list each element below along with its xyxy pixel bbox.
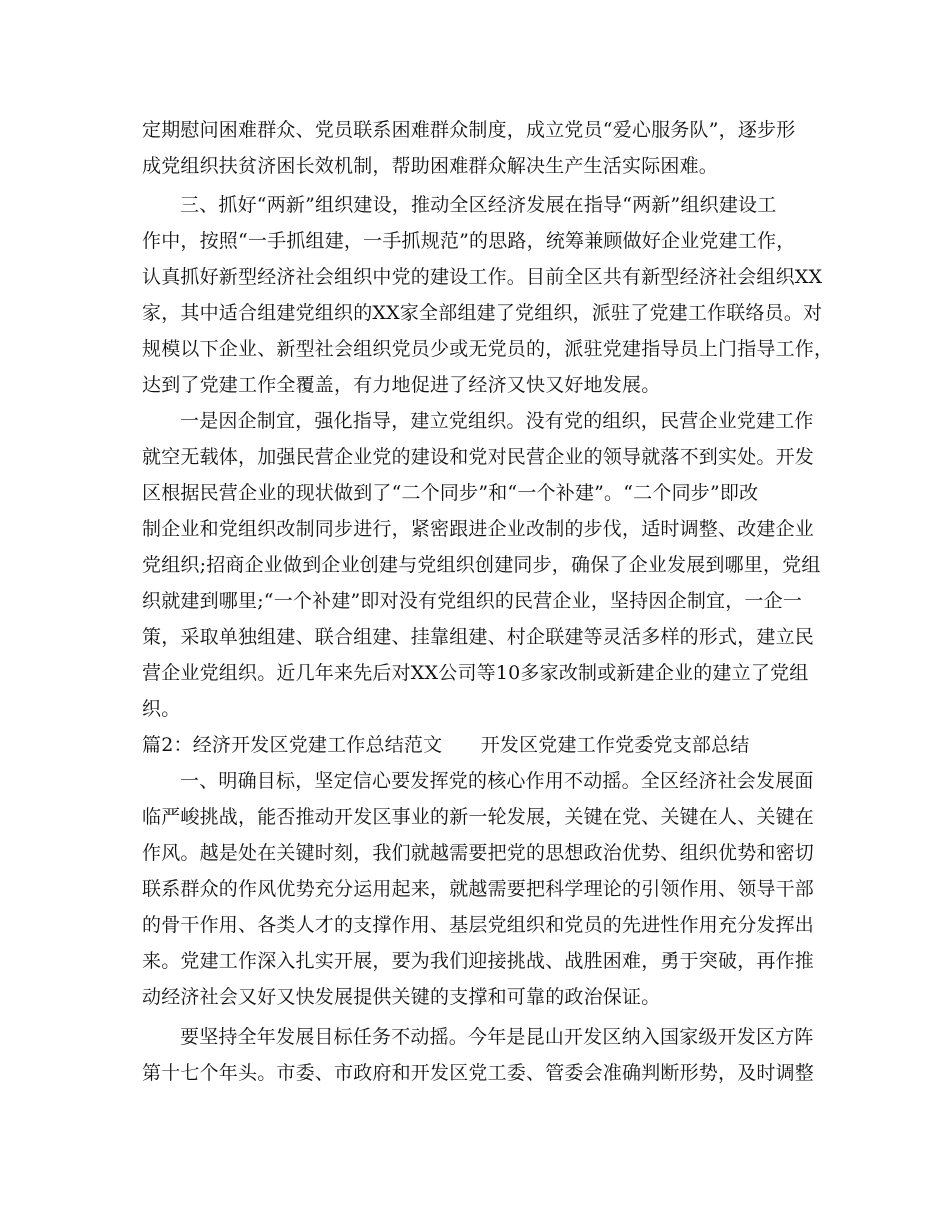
text-line: 织就建到哪里;“一个补建”即对没有党组织的民营企业，坚持因企制宜，一企一 bbox=[142, 590, 803, 612]
text-line: 织。 bbox=[142, 698, 181, 720]
text-line: 规模以下企业、新型社会组织党员少或无党员的，派驻党建指导员上门指导工作， bbox=[142, 338, 834, 360]
text-line: 达到了党建工作全覆盖，有力地促进了经济又快又好地发展。 bbox=[142, 374, 661, 396]
text-line: 制企业和党组织改制同步进行，紧密跟进企业改制的步伐，适时调整、改建企业 bbox=[142, 518, 815, 540]
text-line: 作中，按照“一手抓组建，一手抓规范”的思路，统筹兼顾做好企业党建工作， bbox=[142, 230, 796, 252]
text-line: 家，其中适合组建党组织的XX家全部组建了党组织，派驻了党建工作联络员。对 bbox=[142, 302, 823, 324]
paragraph-start-line: 要坚持全年发展目标任务不动摇。今年是昆山开发区纳入国家级开发区方阵 bbox=[180, 1026, 814, 1048]
text-line: 区根据民营企业的现状做到了“二个同步”和“一个补建”。“二个同步”即改 bbox=[142, 482, 759, 504]
text-line: 成党组织扶贫济困长效机制，帮助困难群众解决生产生活实际困难。 bbox=[142, 155, 719, 177]
text-line: 第十七个年头。市委、市政府和开发区党工委、管委会准确判断形势，及时调整 bbox=[142, 1062, 815, 1084]
text-line: 党组织;招商企业做到企业创建与党组织创建同步，确保了企业发展到哪里，党组 bbox=[142, 554, 821, 576]
text-line: 来。党建工作深入扎实开展，要为我们迎接挑战、战胜困难，勇于突破，再作推 bbox=[142, 950, 815, 972]
paragraph-start-line: 三、抓好“两新”组织建设，推动全区经济发展在指导“两新”组织建设工 bbox=[180, 194, 777, 216]
section-heading: 篇2：经济开发区党建工作总结范文 开发区党建工作党委党支部总结 bbox=[142, 734, 750, 756]
paragraph-start-line: 一是因企制宜，强化指导，建立党组织。没有党的组织，民营企业党建工作 bbox=[180, 410, 814, 432]
text-line: 联系群众的作风优势充分运用起来，就越需要把科学理论的引领作用、领导干部 bbox=[142, 878, 815, 900]
text-line: 营企业党组织。近几年来先后对XX公司等10多家改制或新建企业的建立了党组 bbox=[142, 662, 809, 684]
text-line: 的骨干作用、各类人才的支撑作用、基层党组织和党员的先进性作用充分发挥出 bbox=[142, 914, 815, 936]
text-line: 动经济社会又好又快发展提供关键的支撑和可靠的政治保证。 bbox=[142, 986, 661, 1008]
text-line: 定期慰问困难群众、党员联系困难群众制度，成立党员“爱心服务队”，逐步形 bbox=[142, 119, 796, 141]
text-line: 认真抓好新型经济社会组织中党的建设工作。目前全区共有新型经济社会组织XX bbox=[142, 266, 823, 288]
text-line: 作风。越是处在关键时刻，我们就越需要把党的思想政治优势、组织优势和密切 bbox=[142, 842, 815, 864]
text-line: 临严峻挑战，能否推动开发区事业的新一轮发展，关键在党、关键在人、关键在 bbox=[142, 806, 815, 828]
text-line: 策，采取单独组建、联合组建、挂靠组建、村企联建等灵活多样的形式，建立民 bbox=[142, 626, 815, 648]
paragraph-start-line: 一、明确目标，坚定信心要发挥党的核心作用不动摇。全区经济社会发展面 bbox=[180, 770, 814, 792]
text-line: 就空无载体，加强民营企业党的建设和党对民营企业的领导就落不到实处。开发 bbox=[142, 446, 815, 468]
